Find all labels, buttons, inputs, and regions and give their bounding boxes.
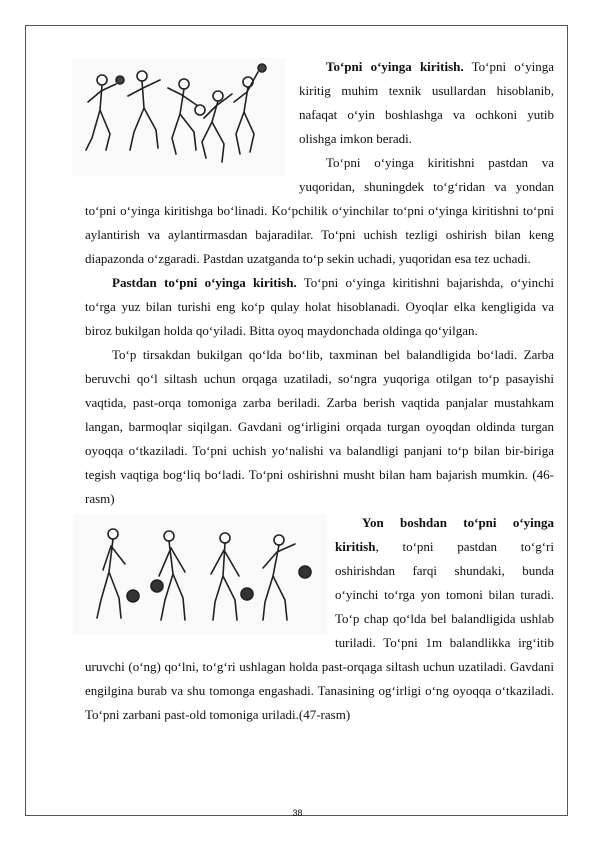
underhand-serve-text: To‘pni o‘yinga kiritishni bajarishda, o‘yinchi to‘rga yuz bilan turishi eng ko‘p qulay holat hisoblanadi. Oyoqlar elka kengligida va biroz bukilgan holda qo‘yiladi. Bitta oyoq maydonchada oldinga qo‘yilgan. [85, 275, 554, 338]
paragraph-underhand-technique: To‘p tirsakdan bukilgan qo‘lda bo‘lib, taxminan bel balandligida bo‘ladi. Zarba beruvchi qo‘l siltash uchun orqaga uzatiladi, so‘ngra yuqoriga otilgan to‘p pasayishi vaqtida, past-orqa tomoniga zarba beriladi. Zarba berish vaqtida panjalar mustahkam langan, barmoqlar siqilgan. Gavdani og‘irligini orqada turgan oyoqdan oldinda turgan oyoqqa o‘tkaziladi. To‘pni uchish yo‘nalishi va balandligi panjani to‘p bilan bir-biriga tegish vaqtiga bog‘liq bo‘ladi. To‘pni oshirishni musht bilan ham bajarish mumkin. (46-rasm) [85, 347, 554, 506]
side-serve-text: , to‘pni pastdan to‘g‘ri oshirishdan farqi shundaki, bunda o‘yinchi to‘rga yon tomoni bilan turadi. To‘p chap qo‘lda bel balandligida ushlab turiladi. To‘pni 1m balandlikka irg‘itib uruvchi (o‘ng) qo‘lni, to‘g‘ri ushlagan holda past-orqaga siltash uchun uzatiladi. Gavdani engilgina burab va shu tomonga engashadi. Tanasining og‘irligi o‘ng oyoqqa o‘tkaziladi. To‘pni zarbani past-old tomoniga uriladi.(47-rasm) [85, 539, 554, 722]
page-number: 38 [292, 808, 303, 818]
heading-underhand-serve: Pastdan to‘pni o‘yinga kiritish. [112, 275, 297, 290]
side-serve-illustration [73, 514, 327, 634]
serving-intro-text: To‘pni o‘yinga kiritig muhim texnik usullardan hisoblanib, nafaqat o‘yin boshlashga va ochkoni yutib olishga imkon beradi. [299, 59, 554, 146]
figure-serve-sequence [72, 58, 285, 176]
heading-serving: To‘pni o‘yinga kiritish. [326, 59, 464, 74]
document-body [85, 55, 554, 727]
paragraph-serve-intro [85, 55, 554, 151]
figure-side-serve [73, 514, 327, 634]
heading-side-serve: Yon boshdan to‘pni o‘yinga kiritish [335, 515, 554, 554]
paragraph-side-serve [85, 511, 554, 727]
paragraph-underhand-serve [85, 271, 554, 343]
paragraph-serve-types: To‘pni o‘yinga kiritishni pastdan va yuqoridan, shuningdek to‘g‘ridan va yondan to‘pni o‘yinga kiritishga bo‘linadi. Ko‘pchilik o‘yinchilar to‘pni o‘yinga kiritishni to‘pni aylantirish va aylantirmasdan bajaradilar. To‘pni uchish tezligi oshirish bilan keng diapazonda o‘zgaradi. Pastdan uzatganda to‘p sekin uchadi, yuqoridan esa tez uchadi. [85, 155, 554, 266]
serve-sequence-illustration [72, 58, 285, 176]
